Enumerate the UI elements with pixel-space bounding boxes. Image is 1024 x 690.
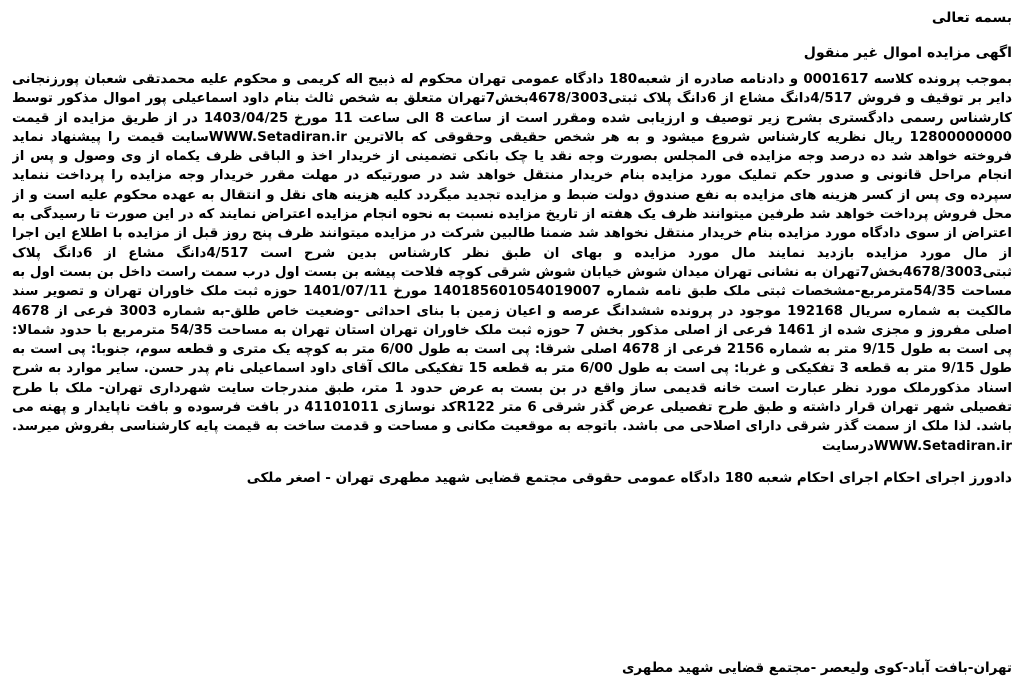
notice-title: اگهی مزایده اموال غیر منقول [803,45,1012,61]
document-heading: بسمه تعالی [931,10,1012,26]
signature-line: دادورز اجرای احکام اجرای احکام شعبه 180 دادگاه عمومی حقوقی مجتمع قضایی شهید مطهری تهران - اصغر ملکی [246,469,1012,486]
notice-body: بموجب پرونده کلاسه 0001617 و دادنامه صادره از شعبه180 دادگاه عمومی تهران محکوم له ذبیح اله کریمی و محکوم علیه محمدتقی شعبان پورزنجانی دایر بر توقیف و فروش 4/517دانگ مشاع از 6دانگ پلاک ثبتی4678/3003بخش7تهران متعلق به شخص ثالث بنام داود اسماعیلی پور اموال مذکور توسط کارشناس رسمی دادگستری بشرح زیر توصیف و ارزیابی شده ومقرر است از ساعت 8 الی ساعت 11 مورخ 1403/04/25 در از طریق مزایده از قیمت 12800000000 ریال نظریه کارشناس شروع میشود و به هر شخص حقیقی وحقوقی که بالاترین WWW.Setadiran.irسایت قیمت را پیشنهاد نماید فروخته خواهد شد ده درصد وجه مزایده فی المجلس بصورت وجه نقد یا چک بانکی تضمینی از خریدار اخذ و الباقی ظرف یکماه از وی وصول و پس از انجام مراحل قانونی و صدور حکم تملیک مورد مزایده بنام خریدار منتقل خواهد شد در صورتیکه در مهلت مقرر خریدار وجه مزایده را پرداخت ننماید سپرده وی پس از کسر هزینه های مزایده به نفع صندوق دولت ضبط و مزایده تجدید میگردد کلیه هزینه های نقل و انتقال به عهده محکوم علیه است و از محل فروش پرداخت خواهد شد طرفین میتوانند ظرف یک هفته از تاریخ مزایده نسبت به نحوه انجام مزایده اعتراض نمایند که در این صورت تا رسیدگی به اعتراض از سوی دادگاه مورد مزایده بنام خریدار منتقل نخواهد شد ضمنا طالبین شرکت در مزایده میتوانند ظرف پنج روز قبل از مزایده با اطلاع این اجرا از مال مورد مزایده بازدید نمایند مال مورد مزایده و بهای ان طبق نظر کارشناس بدین شرح است 4/517دانگ مشاع از 6دانگ پلاک ثبتی4678/3003بخش7تهران به نشانی تهران میدان شوش خیابان شوش شرقی کوچه فلاحت پیشه بن بست اول درب سمت راست داخل بن بست اول به مساحت 54/35مترمربع-مشخصات ثبتی ملک طبق نامه شماره 140185601054019007 مورخ 1401/07/11 حوزه ثبت ملک خاوران تهران و تصویر سند مالکیت به شماره سریال 192168 موجود در پرونده ششدانگ عرصه و اعیان زمین با بنای احداثی -وضعیت خاص طلق-به شماره 3003 فرعی از 4678 اصلی مفروز و مجزی شده از 1461 فرعی از اصلی مذکور بخش 7 حوزه ثبت ملک خاوران تهران استان تهران به مساحت 54/35 مترمربع با حدود شمالا: پی است به طول 9/15 متر به شماره 2156 فرعی از 4678 اصلی شرقا: پی است به طول 6/00 متر به کوچه یک متری و قطعه سوم، جنوبا: پی است به طول 9/15 متر به قطعه 3 تفکیکی و غربا: پی است به طول 6/00 متر به قطعه 15 تفکیکی مالک آقای داود اسماعیلی نام پدر حسن. سایر موارد به شرح اسناد مذکورملک مورد نظر عبارت است خانه قدیمی ساز واقع در بن بست به عرض حدود 1 متر، طبق مندرجات سایت شهرداری تهران- ملک با طرح تفصیلی شهر تهران قرار داشته و طبق طرح تفصیلی عرض گذر شرقی 6 متر R122کد نوسازی 41101011 در بافت فرسوده و بافت ناپایدار و پهنه می باشد. لذا ملک از سمت گذر شرقی دارای اصلاحی می باشد. باتوجه به موقعیت مکانی و مساحت و قدمت ساخت به قیمت پایه کارشناسی بفروش میرسد. WWW.Setadiran.irدرسایت [12,72,1012,454]
address-footer: تهران-بافت آباد-کوی ولیعصر -مجتمع قضایی شهید مطهری [622,660,1012,676]
